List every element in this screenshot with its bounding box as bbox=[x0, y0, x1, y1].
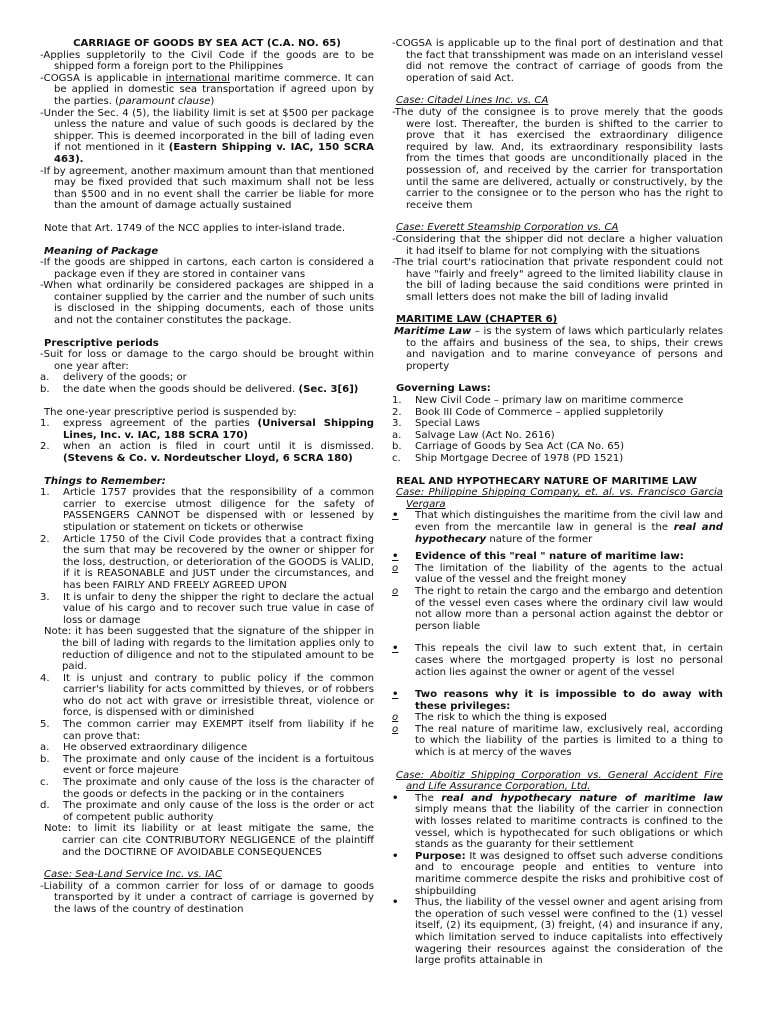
sub-bullet-item: o The right to retain the cargo and the embargo and detention of the vessel even cases where the ordinary civil law would not allow more than a personal action against the debtor or person liable bbox=[392, 585, 723, 632]
paragraph: -COGSA is applicable in international maritime commerce. It can be applied in domestic sea transportation if agreed upon by the parties. (paramount clause) bbox=[40, 72, 374, 107]
list-item: 5. The common carrier may EXEMPT itself from liability if he can prove that: bbox=[40, 719, 374, 742]
note: Note: to limit its liability or at least mitigate the same, the carrier can cite CONTRIBUTORY NEGLIGENCE of the plaintiff and the DOCTIRNE OF AVOIDABLE CONSEQUENCES bbox=[44, 823, 374, 858]
list-item: 3. Special Laws bbox=[392, 418, 480, 430]
bullet-item: • This repeals the civil law to such extent that, in certain cases where the mortgaged property is lost no personal action lies against the owner or agent of the vessel bbox=[392, 643, 723, 678]
list-item: 3. It is unfair to deny the shipper the right to declare the actual value of his cargo and to recover such true value in case of loss or damage bbox=[40, 591, 374, 626]
list-item: 2. Book III Code of Commerce – applied suppletorily bbox=[392, 406, 664, 418]
note: Note: it has been suggested that the signature of the shipper in the bill of lading with regards to the limitation applies only to reduction of diligence and not to the stipulated amount to be paid. bbox=[44, 626, 374, 673]
list-item: 1. express agreement of the parties (Universal Shipping Lines, Inc. v. IAC, 188 SCRA 170) bbox=[40, 418, 375, 441]
paragraph: -The trial court's ratiocination that private respondent could not have "fairly and freely" agreed to the limited liability clause in the bill of lading because the said conditions were printed in small letters does not make the bill of lading invalid bbox=[392, 257, 723, 303]
paragraph: -COGSA is applicable up to the final port of destination and that the fact that transshipment was made on an interisland vessel did not remove the contract of carriage of goods from the operation of said Act. bbox=[392, 38, 723, 84]
sub-bullet-item: o The limitation of the liability of the agents to the actual value of the vessel and the freight money bbox=[392, 562, 723, 586]
paragraph: -Under the Sec. 4 (5), the liability limit is set at $500 per package unless the nature and value of such goods is declared by the shipper. This is deemed incorporated in the bill of lading even if not mentioned in it (Eastern Shipping v. IAC, 150 SCRA 463). bbox=[40, 107, 374, 165]
right-column bbox=[392, 38, 723, 967]
case-heading-aboitiz: Case: Aboitiz Shipping Corporation vs. General Accident Fire and Life Assurance Corporation, Ltd. bbox=[396, 769, 723, 793]
paragraph: -If by agreement, another maximum amount than that mentioned may be fixed provided that such maximum shall not be less than $500 and in no event shall the carrier be liable for more than the amount of damage actually sustained bbox=[40, 165, 374, 212]
list-item: b. Carriage of Goods by Sea Act (CA No. 65) bbox=[392, 441, 625, 453]
left-column bbox=[40, 38, 374, 916]
case-heading-citadel: Case: Citadel Lines Inc. vs. CA bbox=[396, 95, 549, 107]
sub-bullet-item: o The risk to which the thing is exposed bbox=[392, 712, 607, 724]
section-title-cogsa: CARRIAGE OF GOODS BY SEA ACT (C.A. NO. 65) bbox=[73, 38, 341, 49]
list-item: c. Ship Mortgage Decree of 1978 (PD 1521) bbox=[392, 453, 624, 464]
list-item: d. The proximate and only cause of the loss is the order or act of competent public authority bbox=[40, 800, 374, 823]
bullet-item: • Purpose: It was designed to offset such adverse conditions and to encourage people and entities to venture into maritime commerce despite the risks and prohibitive cost of shipbuilding bbox=[392, 850, 723, 897]
list-item: 2. Article 1750 of the Civil Code provides that a contract fixing the sum that may be recovered by the owner or shipper for the loss, destruction, or deterioration of the GOODS is VALID, if it is REASONABLE and JUST under the circumstances, and has been FAIRLY AND FREELY AGREED UPON bbox=[40, 533, 374, 591]
paragraph: -The duty of the consignee is to prove merely that the goods were lost. Thereafter, the burden is shifted to the carrier to prove that it has exercised the extraordinary diligence required by law. And, its extraordinary responsibility lasts from the times that goods are unconditionally placed in the possession of, and received by the carrier for transportation until the same are delivered, actually or constructively, by the carrier to the consignee or to the person who has the right to receive them bbox=[392, 106, 723, 211]
case-heading-philippine-shipping: Case: Philippine Shipping Company, et. al. vs. Francisco Garcia Vergara bbox=[396, 487, 723, 510]
heading-prescriptive-periods: Prescriptive periods bbox=[44, 337, 159, 349]
paragraph: The one-year prescriptive period is suspended by: bbox=[44, 406, 297, 418]
heading-things-to-remember: Things to Remember: bbox=[44, 475, 166, 487]
bullet-item: • The real and hypothecary nature of maritime law simply means that the liability of the carrier in connection with losses related to maritime contracts is confined to the vessel, which is hypothecated for such obligations or which stands as the guaranty for their settlement bbox=[392, 792, 723, 851]
heading-maritime-law: MARITIME LAW (CHAPTER 6) bbox=[396, 314, 558, 326]
paragraph: -Liability of a common carrier for loss of or damage to goods transported by it under a contract of carriage is governed by the laws of the country of destination bbox=[40, 880, 374, 915]
paragraph: -If the goods are shipped in cartons, each carton is considered a package even if they are stored in container vans bbox=[40, 257, 374, 280]
heading-real-hypothecary: REAL AND HYPOTHECARY NATURE OF MARITIME LAW bbox=[396, 475, 697, 487]
list-item: a. He observed extraordinary diligence bbox=[40, 742, 248, 754]
list-item: b. The proximate and only cause of the incident is a fortuitous event or force majeure bbox=[40, 753, 374, 777]
paragraph: Maritime Law – is the system of laws which particularly relates to the affairs and business of the sea, to ships, their crews and navigation and to marine conveyance of persons and property bbox=[394, 326, 724, 372]
case-heading-everett: Case: Everett Steamship Corporation vs. CA bbox=[396, 222, 619, 234]
list-item: a. Salvage Law (Act No. 2616) bbox=[392, 429, 555, 441]
list-item: c. The proximate and only cause of the loss is the character of the goods or defects in the packing or in the containers bbox=[40, 777, 374, 800]
list-item: b. the date when the goods should be delivered. (Sec. 3[6]) bbox=[40, 384, 359, 396]
list-item: 4. It is unjust and contrary to public policy if the common carrier's liability for acts committed by thieves, or of robbers who do not act with grave or irresistible threat, violence or force, is dispensed with or diminished bbox=[40, 672, 374, 719]
paragraph: -Considering that the shipper did not declare a higher valuation it had itself to blame for not complying with the situations bbox=[392, 233, 723, 257]
heading-governing-laws: Governing Laws: bbox=[396, 383, 491, 395]
case-heading-sealand: Case: Sea-Land Service Inc. vs. IAC bbox=[44, 869, 223, 881]
sub-bullet-item: o The real nature of maritime law, exclusively real, according to which the liability of the parties is limited to a thing to which is at mercy of the waves bbox=[392, 723, 723, 759]
bullet-item: • Two reasons why it is impossible to do away with these privileges: bbox=[392, 689, 723, 712]
list-item: 1. New Civil Code – primary law on maritime commerce bbox=[392, 395, 684, 407]
paragraph: -Applies suppletorily to the Civil Code if the goods are to be shipped form a foreign port to the Philippines bbox=[40, 49, 374, 73]
list-item: a. delivery of the goods; or bbox=[40, 372, 187, 384]
list-item: 1. Article 1757 provides that the responsibility of a common carrier to exercise utmost diligence for the safety of PASSENGERS CANNOT be dispensed with or lessened by stipulation or statement on tickets or otherwise bbox=[40, 487, 374, 533]
list-item: 2. when an action is filed in court until it is dismissed. (Stevens & Co. v. Nordeutscher Lloyd, 6 SCRA 180) bbox=[40, 441, 374, 464]
heading-meaning-of-package: Meaning of Package bbox=[44, 245, 159, 257]
bullet-item: • Thus, the liability of the vessel owner and agent arising from the operation of such vessel were confined to the (1) vessel itself, (2) its equipment, (3) freight, (4) and insurance if any, which limitation served to induce capitalists into effectively wagering their resources against the consideration of the large profits attainable in bbox=[392, 897, 723, 967]
note: Note that Art. 1749 of the NCC applies to inter-island trade. bbox=[44, 222, 346, 234]
bullet-item: • That which distinguishes the maritime from the civil law and even from the mercantile law in general is the real and hypothecary nature of the former bbox=[392, 510, 723, 545]
paragraph: -When what ordinarily be considered packages are shipped in a container supplied by the carrier and the number of such units is disclosed in the shipping documents, each of those units and not the container constitutes the package. bbox=[40, 280, 374, 327]
bullet-item: • Evidence of this "real " nature of maritime law: bbox=[392, 551, 684, 563]
paragraph: -Suit for loss or damage to the cargo should be brought within one year after: bbox=[40, 349, 374, 372]
